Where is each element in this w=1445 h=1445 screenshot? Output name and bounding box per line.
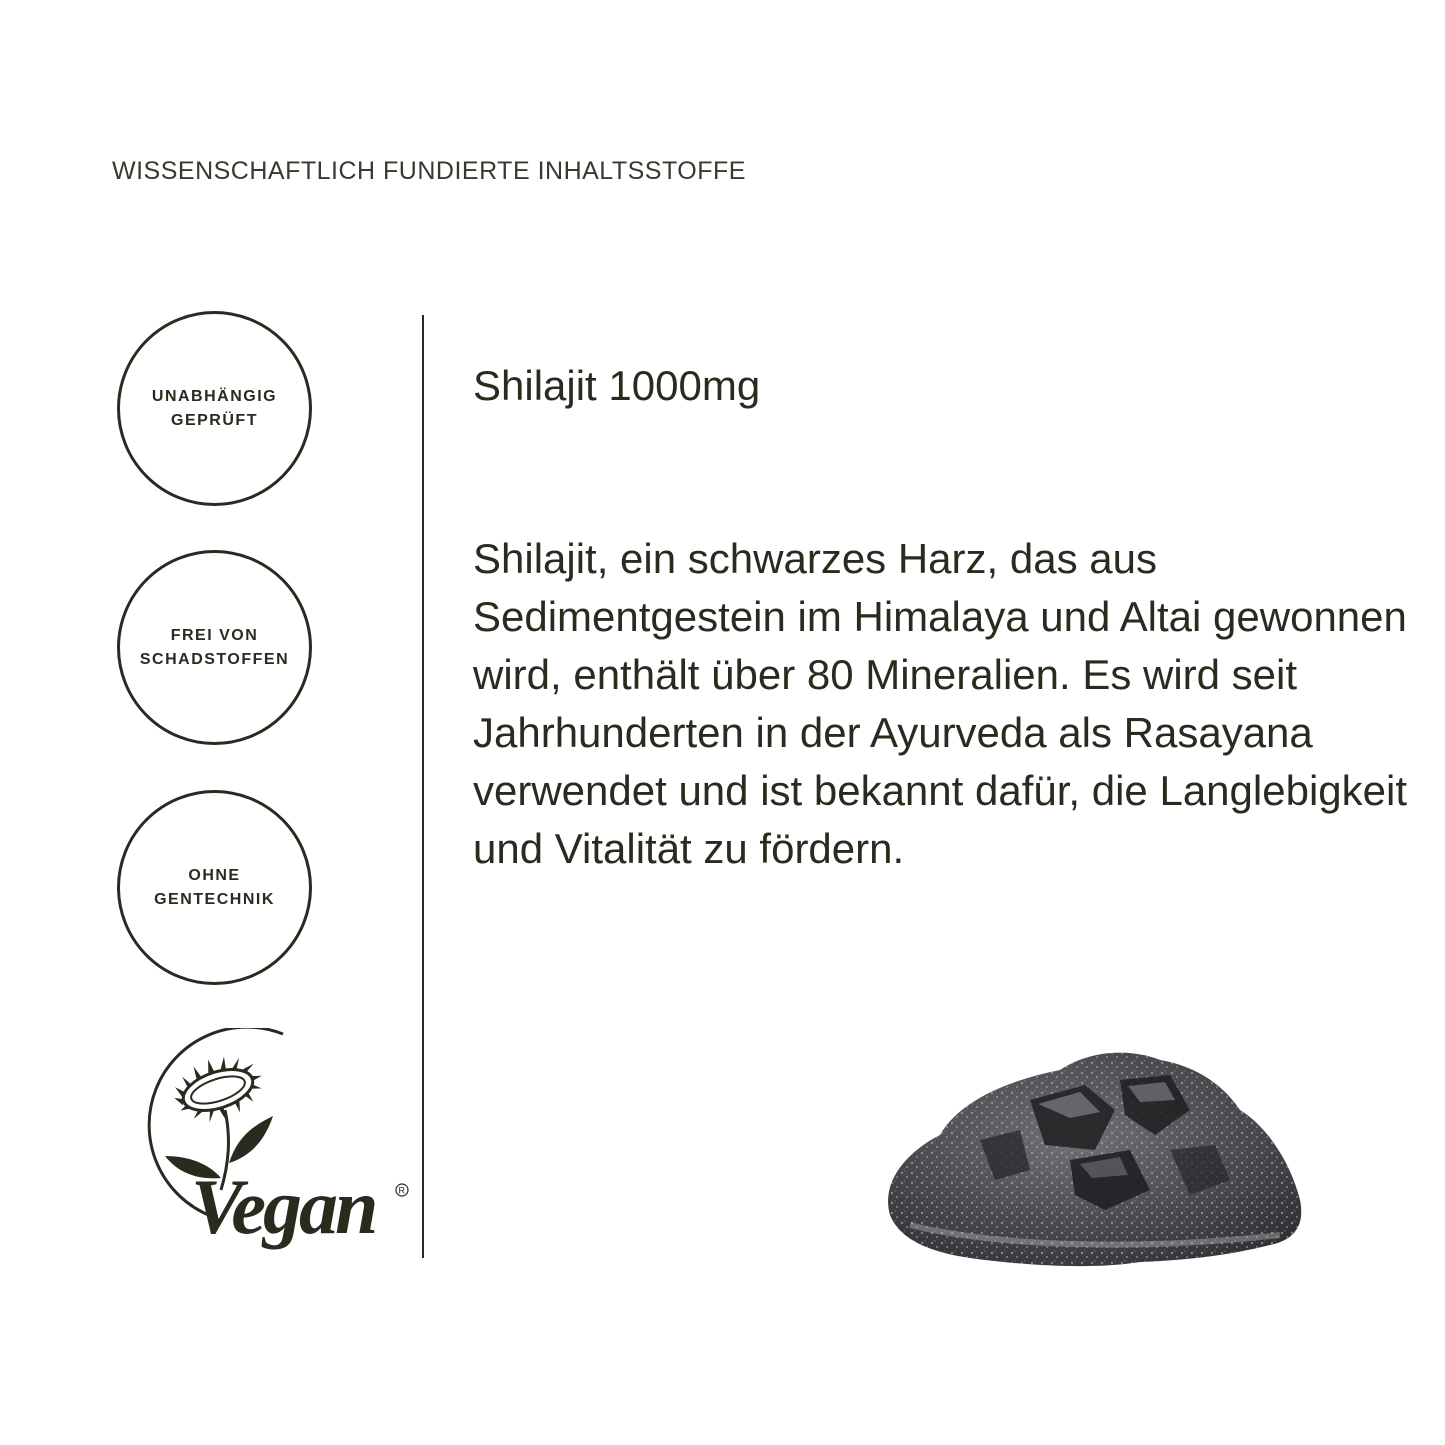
registered-mark: R <box>398 1185 405 1196</box>
badge-line-1: OHNE <box>188 866 241 884</box>
product-description: Shilajit, ein schwarzes Harz, das aus Sedimentgestein im Himalaya und Altai gewonnen wird, enthält über 80 Mineralien. Es wird seit Jahrhunderten in der Ayurveda als Rasayana verwendet und ist bekannt dafür, die Langlebigkeit und Vitalität zu fördern. <box>473 535 1407 872</box>
badge-line-2: GEPRÜFT <box>171 411 258 429</box>
sunflower-icon <box>166 1045 271 1132</box>
section-eyebrow: WISSENSCHAFTLICH FUNDIERTE INHALTSSTOFFE <box>112 157 746 185</box>
badge-line-2: SCHADSTOFFEN <box>139 650 290 668</box>
badge-independently-tested <box>117 311 312 506</box>
vegan-logo <box>113 1028 413 1268</box>
product-title: Shilajit 1000mg <box>473 362 761 409</box>
vertical-divider <box>422 315 424 1258</box>
badge-free-of-pollutants <box>117 550 312 745</box>
vegan-wordmark: Vegan <box>191 1163 376 1250</box>
badge-line-1: FREI VON <box>170 626 259 644</box>
badge-no-gmo <box>117 790 312 985</box>
shilajit-rock-image <box>870 1040 1310 1275</box>
badge-line-1: UNABHÄNGIG <box>151 387 278 405</box>
badge-line-2: GENTECHNIK <box>154 890 275 908</box>
